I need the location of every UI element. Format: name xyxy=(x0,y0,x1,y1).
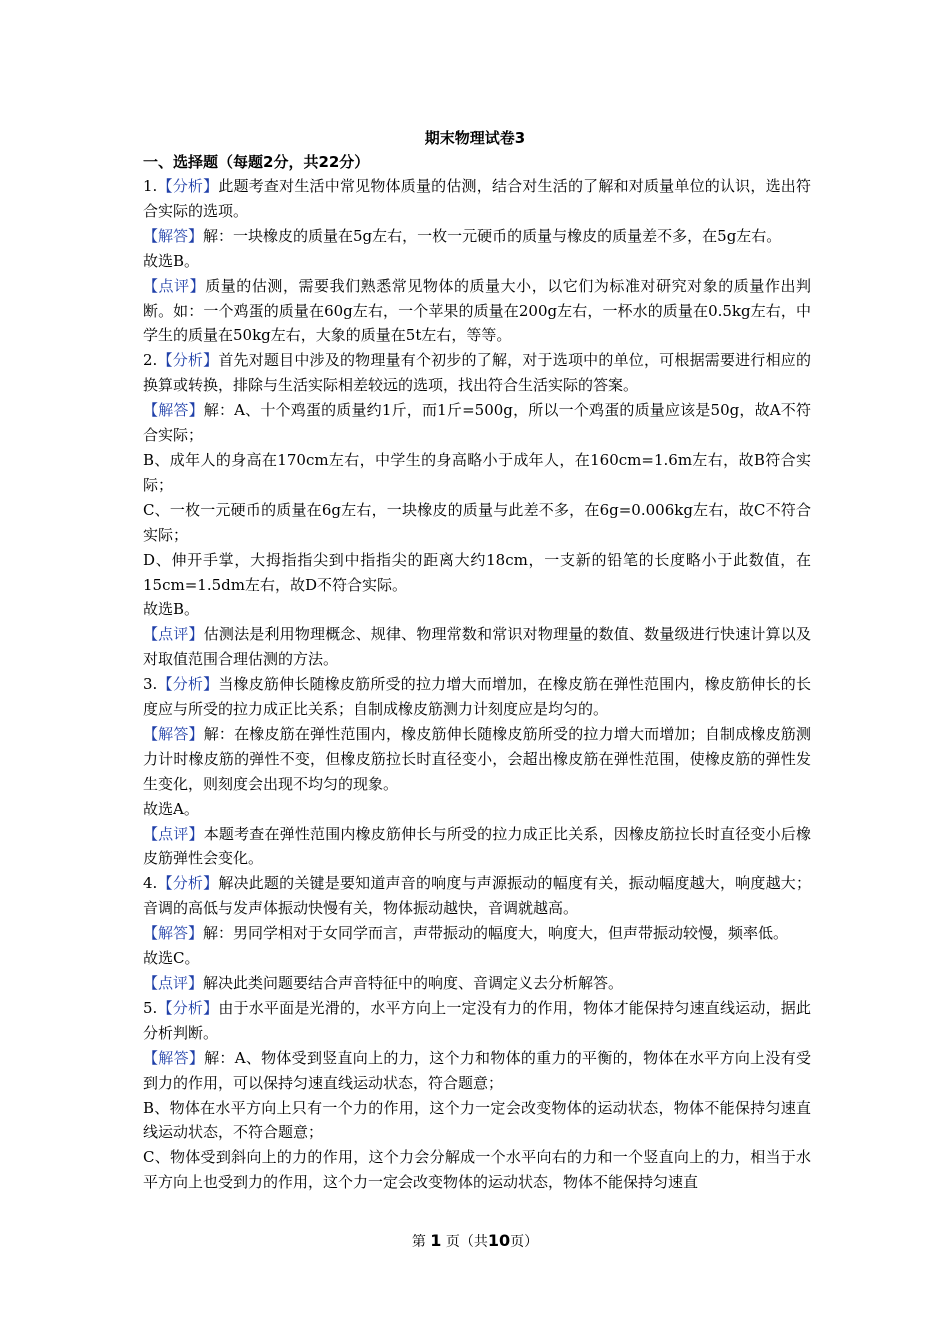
tag-label: 【点评】 xyxy=(143,625,204,644)
paragraph xyxy=(143,249,811,274)
paragraph-text: 当橡皮筋伸长随橡皮筋所受的拉力增大而增加，在橡皮筋在弹性范围内，橡皮筋伸长的长度应与所受的拉力成正比关系；自制成橡皮筋测力计刻度应是均匀的。 xyxy=(143,675,811,719)
paragraph-text: 故选A。 xyxy=(143,799,199,818)
paragraph-text: 由于水平面是光滑的，水平方向上一定没有力的作用，物体才能保持匀速直线运动，据此分析判断。 xyxy=(143,998,811,1042)
paragraph xyxy=(143,921,811,946)
question-number: 5. xyxy=(143,998,158,1017)
tag-label: 【点评】 xyxy=(143,824,204,843)
paragraph-text: 此题考查对生活中常见物体质量的估测，结合对生活的了解和对质量单位的认识，选出符合实际的选项。 xyxy=(143,177,811,220)
paragraph xyxy=(143,797,811,822)
paragraph-text: 本题考查在弹性范围内橡皮筋伸长与所受的拉力成正比关系，因橡皮筋拉长时直径变小后橡皮筋弹性会变化。 xyxy=(143,824,811,868)
paragraph-text: 解：一块橡皮的质量在5g左右，一枚一元硬币的质量与橡皮的质量差不多，在5g左右。 xyxy=(203,226,782,245)
paragraph xyxy=(143,498,811,548)
tag-label: 【分析】 xyxy=(157,177,219,195)
paragraph-text: 解：A、物体受到竖直向上的力，这个力和物体的重力的平衡的，物体在水平方向上没有受到力的作用，可以保持匀速直线运动状态，符合题意； xyxy=(143,1048,811,1092)
tag-label: 【解答】 xyxy=(143,724,204,743)
page-footer xyxy=(0,1231,950,1251)
paragraph xyxy=(143,822,811,872)
footer-middle: 页（共 xyxy=(445,1234,488,1250)
paragraph-text: 解：男同学相对于女同学而言，声带振动的幅度大，响度大，但声带振动较慢，频率低。 xyxy=(203,924,789,943)
paragraph xyxy=(143,1145,811,1195)
paragraph xyxy=(143,946,811,971)
paragraph xyxy=(143,274,811,349)
tag-label: 【解答】 xyxy=(143,226,204,245)
paragraph xyxy=(143,996,811,1046)
tag-label: 【解答】 xyxy=(143,924,204,943)
paragraph-text: 解：A、十个鸡蛋的质量约1斤，而1斤=500g，所以一个鸡蛋的质量应该是50g，故A不符合实际； xyxy=(143,401,811,445)
paragraph xyxy=(143,722,811,797)
paragraph-text: 首先对题目中涉及的物理量有个初步的了解，对于选项中的单位，可根据需要进行相应的换算或转换，排除与生活实际相差较远的选项，找出符合生活实际的答案。 xyxy=(143,351,811,395)
paragraph xyxy=(143,174,811,224)
footer-prefix: 第 xyxy=(411,1234,426,1250)
paragraph xyxy=(143,398,811,448)
paragraph-text: 估测法是利用物理概念、规律、物理常数和常识对物理量的数值、数量级进行快速计算以及对取值范围合理估测的方法。 xyxy=(143,625,811,669)
question-number: 4. xyxy=(143,874,158,893)
answer-body xyxy=(143,174,811,1195)
paragraph-text: D、伸开手掌，大拇指指尖到中指指尖的距离大约18cm，一支新的铅笔的长度略小于此数值，在15cm=1.5dm左右，故D不符合实际。 xyxy=(143,550,811,594)
page-title: 期末物理试卷3 xyxy=(424,129,526,147)
question-number: 3. xyxy=(143,675,158,694)
paragraph-text: B、物体在水平方向上只有一个力的作用，这个力一定会改变物体的运动状态，物体不能保持匀速直线运动状态，不符合题意； xyxy=(143,1098,811,1142)
section-heading: 一、选择题（每题2分，共22分） xyxy=(143,153,370,171)
paragraph xyxy=(143,548,811,598)
question-number: 2. xyxy=(143,351,158,370)
paragraph xyxy=(143,971,811,996)
tag-label: 【分析】 xyxy=(157,874,219,893)
paragraph-text: 故选B。 xyxy=(143,600,200,619)
paragraph-text: 质量的估测，需要我们熟悉常见物体的质量大小，以它们为标准对研究对象的质量作出判断。如：一个鸡蛋的质量在60g左右，一个苹果的质量在200g左右，一杯水的质量在0.5kg左右，中学生的质量在50kg左右，大象的质量在5t左右，等等。 xyxy=(143,276,811,345)
paragraph xyxy=(143,622,811,672)
question-number: 1. xyxy=(143,177,158,195)
tag-label: 【分析】 xyxy=(157,675,219,694)
paragraph-text: B、成年人的身高在170cm左右，中学生的身高略小于成年人，在160cm=1.6m左右，故B符合实际； xyxy=(143,450,811,494)
current-page-number: 1 xyxy=(430,1231,442,1250)
paragraph xyxy=(143,672,811,722)
paragraph xyxy=(143,448,811,498)
paragraph-text: 解：在橡皮筋在弹性范围内，橡皮筋伸长随橡皮筋所受的拉力增大而增加；自制成橡皮筋测力计时橡皮筋的弹性不变，但橡皮筋拉长时直径变小，会超出橡皮筋在弹性范围，使橡皮筋的弹性发生变化，则刻度会出现不均匀的现象。 xyxy=(143,724,811,793)
paragraph-text: C、一枚一元硬币的质量在6g左右，一块橡皮的质量与此差不多，在6g=0.006kg左右，故C不符合实际； xyxy=(143,500,811,544)
paragraph-text: C、物体受到斜向上的力的作用，这个力会分解成一个水平向右的力和一个竖直向上的力，相当于水平方向上也受到力的作用，这个力一定会改变物体的运动状态，物体不能保持匀速直 xyxy=(143,1148,811,1192)
tag-label: 【点评】 xyxy=(143,276,206,295)
tag-label: 【分析】 xyxy=(157,351,219,370)
paragraph-text: 故选C。 xyxy=(143,949,200,968)
paragraph xyxy=(143,1046,811,1096)
paragraph xyxy=(143,224,811,249)
tag-label: 【点评】 xyxy=(143,974,204,992)
total-page-count: 10 xyxy=(487,1231,511,1250)
tag-label: 【解答】 xyxy=(143,1048,205,1067)
paragraph xyxy=(143,597,811,622)
footer-suffix: 页） xyxy=(510,1234,539,1250)
tag-label: 【解答】 xyxy=(143,401,204,420)
tag-label: 【分析】 xyxy=(157,998,219,1017)
paragraph-text: 解决此类问题要结合声音特征中的响度、音调定义去分析解答。 xyxy=(203,974,624,992)
paragraph xyxy=(143,1096,811,1146)
paragraph xyxy=(143,348,811,398)
paragraph xyxy=(143,871,811,921)
paragraph-text: 故选B。 xyxy=(143,251,200,270)
paragraph-text: 解决此题的关键是要知道声音的响度与声源振动的幅度有关，振动幅度越大，响度越大；音调的高低与发声体振动快慢有关，物体振动越快，音调就越高。 xyxy=(143,874,811,918)
